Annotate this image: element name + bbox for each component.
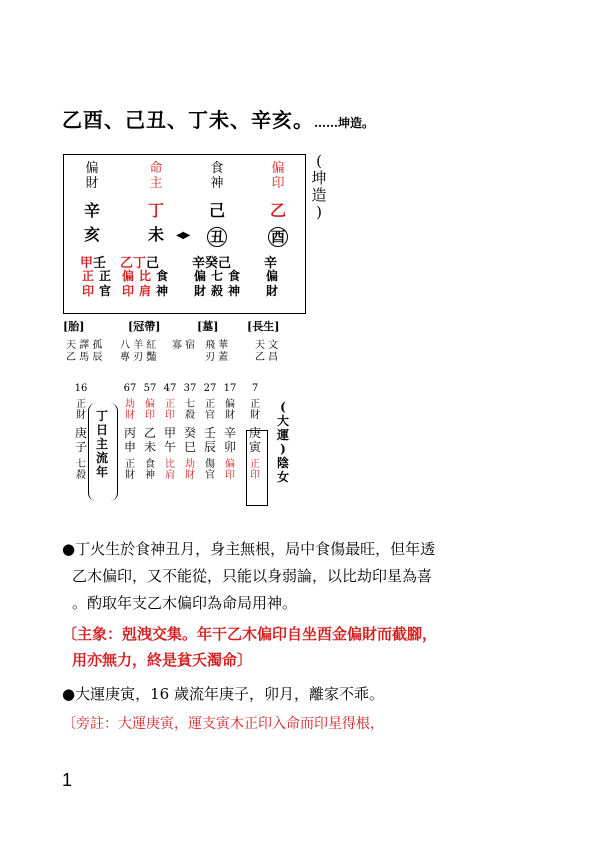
luck-god: 正	[250, 399, 260, 410]
luck-stem: 壬	[203, 426, 216, 440]
luck-god: 財	[225, 410, 235, 421]
luck-god: 肩	[165, 470, 175, 481]
luck-stem: 辛	[223, 426, 236, 440]
hidden-stem: 己	[146, 256, 160, 271]
hidden-stem: 乙	[120, 256, 134, 271]
luck-column	[143, 383, 157, 481]
luck-age: 27	[203, 383, 217, 394]
hidden-stem: 辛	[264, 256, 278, 271]
pillar-god-char: 偏	[85, 161, 99, 176]
luck-branch: 卯	[223, 440, 236, 454]
paragraph-luck: ●大運庚寅，16 歲流年庚子，卯月，離家不乖。	[62, 685, 384, 703]
luck-god: 七	[185, 399, 195, 410]
luck-column	[223, 383, 237, 481]
luck-god: 比	[165, 459, 175, 470]
hidden-god-char: 神	[155, 284, 168, 298]
luck-branch: 午	[163, 440, 176, 454]
hidden-stem: 己	[218, 256, 232, 271]
hidden-god	[209, 269, 225, 299]
luck-god: 印	[225, 470, 235, 481]
luck-god: 偏	[145, 399, 155, 410]
hidden-god-char: 印	[81, 284, 94, 298]
luck-god: 正	[125, 459, 135, 470]
circled-branch: 酉	[268, 227, 288, 247]
year-column	[74, 383, 88, 481]
pillar-branch: 亥	[83, 225, 100, 244]
hidden-god	[80, 269, 96, 299]
pillar-stem: 己	[208, 201, 225, 220]
year-label-char: 年	[95, 465, 108, 479]
natal-chart	[63, 154, 306, 314]
analysis-line: 。酌取年支乙木偏印為命局用神。	[72, 594, 298, 612]
hidden-god-char: 偏	[121, 269, 134, 283]
luck-god: 官	[205, 470, 215, 481]
luck-branch: 辰	[203, 440, 216, 454]
dayun-char: 女	[276, 470, 289, 484]
hidden-god-char: 七	[210, 269, 223, 283]
hidden-stem: 辛	[192, 256, 206, 271]
hidden-god-char: 正	[81, 269, 94, 283]
stage-label: [墓]	[197, 320, 219, 333]
luck-column	[183, 383, 197, 481]
dayun-char: 大	[276, 414, 289, 428]
hidden-god	[137, 269, 153, 299]
chart-side-label	[310, 153, 328, 221]
luck-god: 殺	[185, 410, 195, 421]
luck-age: 7	[251, 383, 259, 394]
hidden-god-char: 偏	[193, 269, 206, 283]
side-label-char: 坤	[311, 169, 327, 187]
star-line: 乙 馬 辰	[66, 352, 103, 363]
luck-stem: 甲	[163, 426, 176, 440]
dayun-char: 陰	[276, 456, 289, 470]
star-line: 刃 蓋	[205, 352, 229, 363]
pillar-god-char: 食	[210, 161, 224, 176]
luck-god: 正	[205, 399, 215, 410]
luck-god: 財	[185, 470, 195, 481]
clash-arrows: ◀▶	[176, 230, 190, 241]
star-line: 寡 宿	[172, 340, 196, 351]
luck-god: 印	[165, 410, 175, 421]
star-line: 八 羊 紅	[120, 340, 157, 351]
luck-god: 財	[125, 410, 135, 421]
circled-branch: 丑	[207, 227, 227, 247]
year-god2: 七	[76, 459, 86, 470]
star-group	[120, 340, 156, 364]
main-image-line: 〔主象：剋洩交集。年干乙木偏印自坐酉金偏財而截腳，	[62, 625, 438, 643]
pillar-god-char: 主	[149, 176, 163, 191]
year-label-char: 流	[95, 451, 108, 465]
hidden-stem: 甲	[80, 256, 94, 271]
hidden-god-char: 正	[98, 269, 111, 283]
hidden-god	[192, 269, 208, 299]
luck-god: 劫	[185, 459, 195, 470]
luck-god: 正	[165, 399, 175, 410]
luck-god: 偏	[225, 459, 235, 470]
stage-label: [胎]	[63, 320, 85, 333]
star-group	[255, 340, 278, 364]
star-group	[172, 340, 195, 352]
luck-god: 財	[125, 470, 135, 481]
year-god: 財	[76, 410, 86, 421]
hidden-god	[226, 269, 242, 299]
stage-label: [冠帶]	[128, 320, 161, 333]
year-age: 16	[74, 383, 88, 394]
pillar-god	[146, 161, 166, 191]
hidden-god-char: 財	[265, 284, 278, 298]
page-heading	[62, 104, 374, 133]
pillar-god-char: 神	[210, 176, 224, 191]
hidden-god-char: 偏	[265, 269, 278, 283]
luck-god: 印	[145, 410, 155, 421]
dayun-char: (	[280, 400, 286, 414]
year-label-char: 日	[95, 423, 108, 437]
luck-age: 47	[163, 383, 177, 394]
hidden-god	[120, 269, 136, 299]
year-label	[95, 409, 109, 479]
luck-god: 劫	[125, 399, 135, 410]
main-image-line: 用亦無力，終是貧夭濁命〕	[72, 651, 253, 669]
luck-age: 57	[143, 383, 157, 394]
hidden-stem: 癸	[205, 256, 219, 271]
pillar-god	[82, 161, 102, 191]
dayun-char: )	[280, 442, 286, 456]
analysis-line: 乙木偏印，又不能從，只能以身弱論，以比劫印星為喜	[72, 567, 433, 585]
luck-column	[123, 383, 137, 481]
luck-age: 37	[183, 383, 197, 394]
luck-god: 正	[250, 459, 260, 470]
dayun-char: 運	[276, 428, 289, 442]
side-label-char: (	[316, 152, 322, 170]
year-stem: 庚	[74, 426, 87, 440]
hidden-god	[154, 269, 170, 299]
luck-god: 財	[250, 410, 260, 421]
year-god2: 殺	[76, 470, 86, 481]
luck-god: 印	[250, 470, 260, 481]
hidden-god-char: 食	[155, 269, 168, 283]
pillar-branch: 未	[147, 225, 164, 244]
hidden-god-char: 比	[138, 269, 151, 283]
luck-branch: 巳	[183, 440, 196, 454]
year-label-char: 丁	[95, 409, 108, 423]
hidden-god-char: 食	[227, 269, 240, 283]
dayun-label	[274, 400, 292, 484]
hidden-stem: 壬	[93, 256, 107, 271]
luck-age: 17	[223, 383, 237, 394]
star-line: 天 譯 孤	[66, 340, 103, 351]
luck-god: 食	[145, 459, 155, 470]
star-line: 乙 昌	[255, 352, 279, 363]
stage-label: [長生]	[247, 320, 280, 333]
luck-god: 傷	[205, 459, 215, 470]
star-group	[205, 340, 228, 364]
luck-branch: 申	[123, 440, 136, 454]
hidden-god-char: 肩	[138, 284, 151, 298]
pillar-god-char: 命	[149, 161, 163, 176]
pillar-stem: 乙	[269, 201, 286, 220]
analysis-line: ●丁火生於食神丑月，身主無根，局中食傷最旺，但年透	[62, 540, 436, 558]
pillar-god-char: 印	[271, 176, 285, 191]
luck-column	[203, 383, 217, 481]
hidden-god-char: 殺	[210, 284, 223, 298]
year-label-char: 主	[95, 437, 108, 451]
luck-stem: 庚	[248, 426, 261, 440]
pillar-god	[207, 161, 227, 191]
pillar-god-char: 財	[85, 176, 99, 191]
heading-main: 乙酉、己丑、丁未、辛亥。	[62, 108, 314, 132]
luck-age: 67	[123, 383, 137, 394]
luck-god: 官	[205, 410, 215, 421]
luck-stem: 乙	[143, 426, 156, 440]
pillar-branch	[268, 227, 288, 247]
luck-stem: 丙	[123, 426, 136, 440]
star-line: 專 刃 豔	[120, 352, 157, 363]
year-god: 正	[76, 399, 86, 410]
luck-god: 神	[145, 470, 155, 481]
luck-column	[163, 383, 177, 481]
hidden-god-char: 官	[98, 284, 111, 298]
hidden-stem: 丁	[133, 256, 147, 271]
star-line: 天 文	[255, 340, 279, 351]
heading-sub: ……坤造。	[314, 116, 375, 130]
pillar-stem: 辛	[83, 201, 100, 220]
luck-column	[248, 383, 262, 481]
page-number: 1	[62, 770, 73, 790]
side-note: 〔旁註：大運庚寅，運支寅木正印入命而印星得根，	[62, 716, 384, 732]
hidden-god-char: 財	[193, 284, 206, 298]
pillar-god-char: 偏	[271, 161, 285, 176]
star-group	[66, 340, 102, 364]
year-branch: 子	[74, 440, 87, 454]
luck-branch: 未	[143, 440, 156, 454]
hidden-god	[264, 269, 280, 299]
luck-stem: 癸	[183, 426, 196, 440]
side-label-char: 造	[311, 186, 327, 204]
luck-branch: 寅	[248, 440, 261, 454]
star-line: 飛 華	[205, 340, 229, 351]
hidden-god-char: 印	[121, 284, 134, 298]
pillar-god	[268, 161, 288, 191]
side-label-char: )	[316, 203, 322, 221]
hidden-god	[97, 269, 113, 299]
pillar-branch	[207, 227, 227, 247]
hidden-god-char: 神	[227, 284, 240, 298]
pillar-stem: 丁	[147, 201, 164, 220]
luck-god: 偏	[225, 399, 235, 410]
